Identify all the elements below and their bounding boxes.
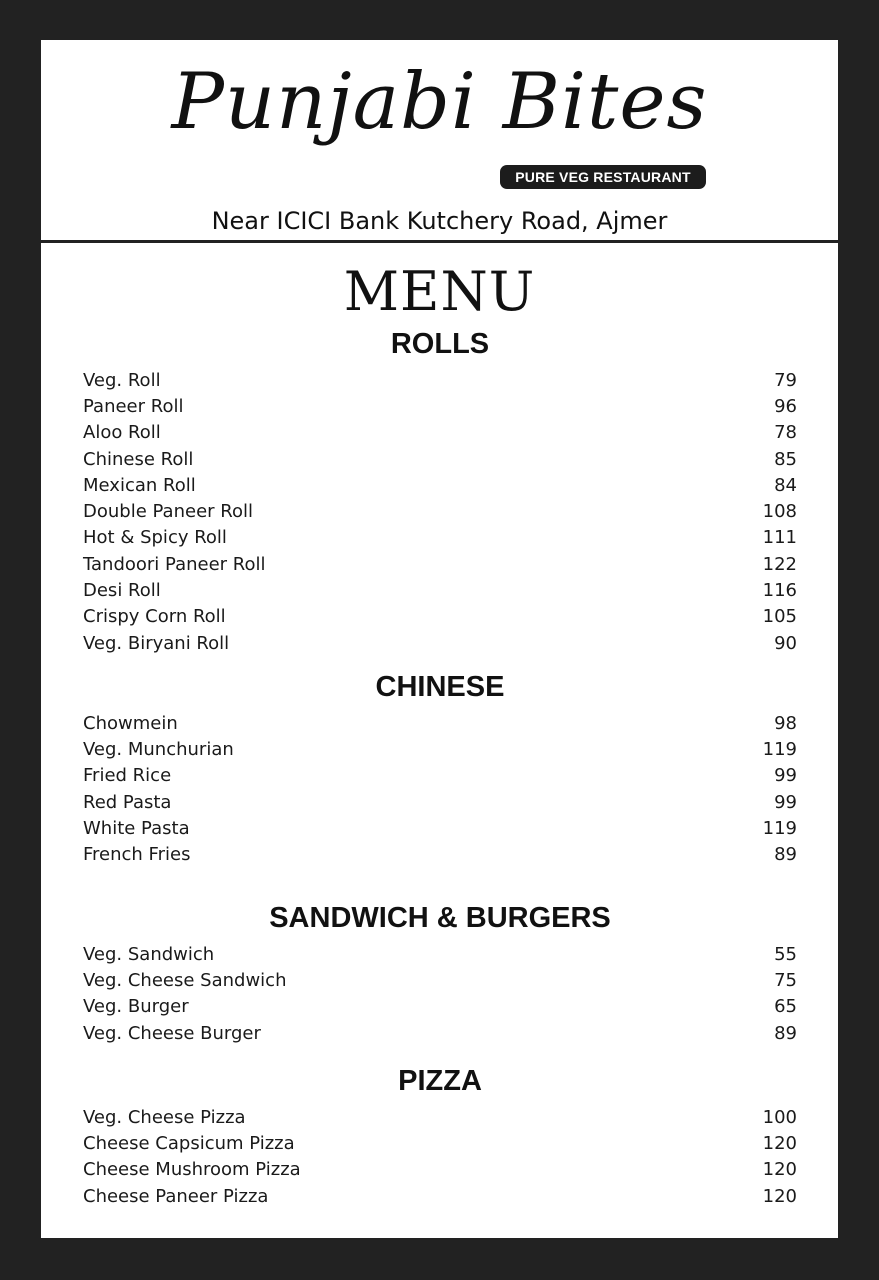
menu-item [83,1104,797,1130]
menu-item [83,525,797,551]
item-list [83,941,797,1046]
menu-item [83,1157,797,1183]
menu-item [83,393,797,419]
item-name: Veg. Cheese Sandwich [83,969,287,991]
item-price: 78 [774,422,797,444]
item-price: 111 [762,527,797,549]
menu-item [83,1020,797,1046]
item-price: 89 [774,844,797,866]
item-list [83,367,797,656]
item-price: 99 [774,765,797,787]
item-name: Veg. Cheese Pizza [83,1106,246,1128]
item-name: Aloo Roll [83,422,161,444]
menu-item [83,630,797,656]
section-sandwich-burgers [83,901,797,1046]
menu-item [83,577,797,603]
menu-item [83,604,797,630]
item-price: 119 [762,817,797,839]
item-price: 90 [774,632,797,654]
menu-title: MENU [343,260,536,323]
item-name: Red Pasta [83,791,172,813]
item-name: Cheese Mushroom Pizza [83,1159,301,1181]
item-name: Veg. Biryani Roll [83,632,230,654]
menu-item [83,815,797,841]
item-price: 98 [774,712,797,734]
section-title: ROLLS [390,328,490,360]
item-name: Paneer Roll [83,395,184,417]
item-name: Cheese Paneer Pizza [83,1185,269,1207]
section-title: SANDWICH & BURGERS [269,902,611,934]
item-price: 116 [762,580,797,602]
item-price: 75 [774,969,797,991]
menu-item [83,472,797,498]
restaurant-address: Near ICICI Bank Kutchery Road, Ajmer [211,207,668,235]
restaurant-name: Punjabi Bites [171,57,708,147]
item-price: 79 [774,369,797,391]
item-name: Veg. Roll [83,369,161,391]
item-price: 84 [774,474,797,496]
item-price: 96 [774,395,797,417]
section-pizza [83,1064,797,1209]
item-name: Cheese Capsicum Pizza [83,1132,295,1154]
item-price: 122 [762,553,797,575]
item-price: 55 [774,943,797,965]
menu-item [83,994,797,1020]
tagline-text: PURE VEG RESTAURANT [515,169,691,185]
item-price: 120 [762,1185,797,1207]
menu-item [83,367,797,393]
item-name: Chinese Roll [83,448,194,470]
menu-item [83,967,797,993]
item-price: 100 [762,1106,797,1128]
item-name: Veg. Burger [83,996,189,1018]
menu-item [83,941,797,967]
menu-item [83,841,797,867]
item-price: 108 [762,501,797,523]
item-name: Crispy Corn Roll [83,606,226,628]
menu-item [83,1130,797,1156]
section-rolls [83,327,797,656]
menu-item [83,789,797,815]
tagline-badge [500,165,706,189]
item-name: French Fries [83,844,191,866]
item-price: 119 [762,738,797,760]
item-price: 65 [774,996,797,1018]
menu-item [83,710,797,736]
section-title: PIZZA [398,1065,482,1097]
item-price: 120 [762,1132,797,1154]
menu-item [83,736,797,762]
item-name: Tandoori Paneer Roll [83,553,266,575]
item-name: Double Paneer Roll [83,501,253,523]
item-name: Veg. Cheese Burger [83,1022,261,1044]
header-divider [41,240,838,243]
item-name: Veg. Sandwich [83,943,215,965]
menu-item [83,420,797,446]
menu-item [83,446,797,472]
menu-item [83,551,797,577]
item-name: Desi Roll [83,580,161,602]
item-name: Fried Rice [83,765,172,787]
item-name: Hot & Spicy Roll [83,527,227,549]
menu-item [83,763,797,789]
item-list [83,1104,797,1209]
section-chinese [83,670,797,868]
item-price: 85 [774,448,797,470]
item-price: 120 [762,1159,797,1181]
item-price: 99 [774,791,797,813]
item-price: 105 [762,606,797,628]
item-name: Chowmein [83,712,178,734]
item-list [83,710,797,868]
menu-item [83,498,797,524]
item-price: 89 [774,1022,797,1044]
item-name: Mexican Roll [83,474,196,496]
menu-sheet [41,40,838,1238]
section-title: CHINESE [375,671,505,703]
menu-item [83,1183,797,1209]
item-name: White Pasta [83,817,190,839]
item-name: Veg. Munchurian [83,738,234,760]
